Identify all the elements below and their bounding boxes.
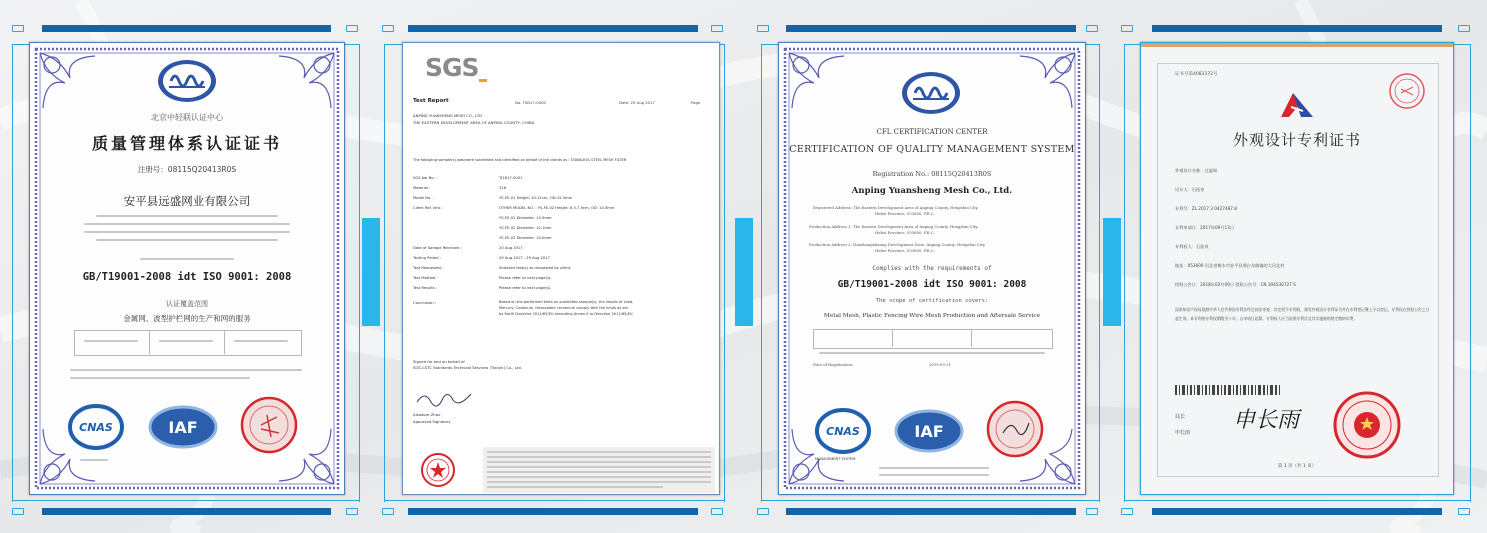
fine-print-footer (483, 447, 715, 493)
registration-number: Registration No.: 08115Q20413R0S (872, 170, 992, 178)
frame-corner (1121, 508, 1133, 515)
red-seal-icon (239, 395, 299, 455)
address-line: Production Address 2: Nanzhangzhuang Development Zone, Anping County, Hengshui City, (809, 242, 986, 247)
report-field-label: Client Ref. Info. : (413, 206, 444, 210)
report-field-value: 316 (499, 186, 507, 190)
patent-detail-row: 专利号：ZL 2017 3 0427487.8 (1175, 206, 1237, 211)
frame-corner (1086, 508, 1098, 515)
report-field-label: Testing Period : (413, 256, 442, 260)
frame-guide (761, 500, 1100, 501)
signed-on-behalf: Signed for and on behalf of (413, 359, 465, 364)
text-line (879, 474, 989, 476)
top-edge (1141, 43, 1453, 47)
issuer-name: CFL CERTIFICATION CENTER (876, 128, 988, 136)
page-footer: 第 1 页（共 1 页） (1277, 464, 1317, 469)
frame-bar-bottom-2 (408, 508, 698, 515)
design-patent-certificate (1140, 42, 1454, 495)
address-line: Hebei Province, 053600, P.R.C. (875, 211, 935, 216)
frame-bar-top-4 (1152, 25, 1442, 32)
certificate-title: 外观设计专利证书 (1232, 131, 1361, 149)
report-field-row (413, 256, 713, 264)
date-table-cell (74, 330, 150, 354)
conclusion-line: Based on the performed tests on submitted sample(s), the results of Lead, (499, 300, 634, 304)
cnas-logo-text: CNAS (826, 425, 860, 438)
text-line (84, 231, 290, 233)
frame-corner (1458, 25, 1470, 32)
frame-corner (711, 508, 723, 515)
iso-standard: GB/T19001-2008 idt ISO 9001: 2008 (82, 271, 292, 283)
frame-guide (384, 500, 725, 501)
scope-label: 认证覆盖范围 (166, 300, 208, 308)
cnas-caption: MANAGEMENT SYSTEM (815, 457, 856, 461)
frame-guide (384, 44, 385, 502)
frame-corner (1086, 25, 1098, 32)
report-field-row (413, 196, 713, 204)
signed-company: SGS-CSTC Standards Technical Services (Tianjin) Co., Ltd. (413, 365, 522, 370)
text-line (159, 340, 213, 342)
registration-date-label: Date of Registration: (813, 362, 854, 367)
date-table-cell (813, 329, 893, 347)
report-field-label: Test Results : (413, 286, 438, 290)
iaf-logo-text: IAF (168, 418, 198, 437)
sipo-logo-icon (1273, 87, 1321, 121)
report-page: Page (691, 100, 701, 105)
certificate-quality-management-english (778, 42, 1086, 495)
frame-guide (724, 44, 725, 502)
frame-corner (382, 508, 394, 515)
report-field-label: Test Requested : (413, 266, 444, 270)
report-field-label: Test Method : (413, 276, 438, 280)
text-line (70, 369, 302, 371)
report-date: Date: 29 Aug 2017 (619, 100, 655, 105)
signature: 申长雨 (1233, 408, 1300, 433)
cnas-logo-icon (813, 405, 873, 457)
signatory-title: Approved Signatory (413, 419, 451, 424)
report-field-value: Please refer to next page(s). (499, 276, 552, 280)
report-field-row (413, 246, 713, 254)
report-field-value: YS-FE-01 Diameter: 15.5mm (499, 216, 552, 220)
frame-guide (1470, 44, 1471, 502)
scope-label: The scope of certification covers: (875, 298, 989, 304)
patent-detail-row: 专利申请日：2017年09月13日 (1175, 225, 1235, 230)
report-field-label: Material : (413, 186, 431, 190)
signatory-name: Alsadore Zhou (413, 412, 441, 417)
patent-body-text: 国家知识产权局依照中华人民共和国专利法经过初步审查，决定授予专利权，颁发外观设计专利证书并在专利登记簿上予以登记。专利权自授权公告之日起生效。本专利的专利权期限为十年，自申请日起算。专利权人应当依照专利法及其实施细则规定缴纳年费。 (1175, 307, 1430, 321)
frame-guide (761, 44, 762, 502)
connector-tab (1103, 218, 1121, 326)
text-line (84, 340, 138, 342)
signature-image (415, 388, 475, 410)
frame-bar-top-1 (42, 25, 331, 32)
report-field-row (413, 176, 713, 184)
report-field-label: SGS Job No. : (413, 176, 438, 180)
date-table-cell (149, 330, 225, 354)
text-line (80, 459, 108, 461)
report-field-row (413, 206, 713, 214)
certificate-number: 证书号第4083372号 (1175, 72, 1218, 77)
barcode-strip (1175, 385, 1285, 395)
address-line: Registered Address: The Eastern Development Area of Anping County, Hengshui City, (813, 205, 979, 210)
address-line: Hebei Province, 053600, P.R.C. (875, 248, 935, 253)
frame-guide (1124, 500, 1471, 501)
frame-corner (346, 25, 358, 32)
report-heading: Test Report (413, 98, 449, 104)
red-seal-icon (985, 399, 1045, 459)
frame-bar-bottom-1 (42, 508, 331, 515)
text-line (819, 352, 1045, 354)
text-line (140, 258, 234, 260)
frame-guide (12, 500, 360, 501)
frame-bar-top-3 (786, 25, 1076, 32)
report-field-row (413, 266, 713, 274)
report-number: No. TSN17-0000 (515, 100, 546, 105)
certificate-title: 质量管理体系认证证书 (91, 134, 282, 153)
report-field-label: Model No. : (413, 196, 434, 200)
sgs-test-report (402, 42, 720, 495)
national-emblem-seal-icon (1331, 389, 1403, 461)
frame-guide (1124, 44, 1125, 502)
patent-detail-row: 设计人：石拓泉 (1175, 187, 1205, 192)
conclusion-label: Conclusion : (413, 300, 437, 305)
report-field-row (413, 276, 713, 284)
address-line: Production Address 1: The Eastern Development Area of Anping County, Hengshui City, (809, 224, 979, 229)
frame-corner (1458, 508, 1470, 515)
frame-corner (711, 25, 723, 32)
frame-corner (757, 25, 769, 32)
frame-corner (12, 25, 24, 32)
patent-detail-row: 地址：053600 河北省衡水市安平县邢台东路镇的大河北村 (1175, 263, 1285, 268)
text-line (96, 239, 278, 241)
red-seal-icon (1387, 71, 1427, 111)
report-field-row (413, 186, 713, 194)
company-name: Anping Yuansheng Mesh Co., Ltd. (851, 186, 1013, 196)
sample-intro: The following sample(s) was/were submitted and identified on behalf of the clients as : STAINLESS STEEL MESH FILTER (413, 158, 627, 162)
report-field-value: YS-FE-03 Diameter: 10.0mm (499, 236, 552, 240)
cqc-logo-icon (155, 57, 219, 105)
conclusion-line: Mercury, Cadmium, Hexavalent chromium comply with the limits as set (499, 306, 628, 310)
text-line (70, 377, 250, 379)
text-line (234, 340, 288, 342)
frame-corner (12, 508, 24, 515)
text-line (84, 223, 290, 225)
frame-corner (346, 508, 358, 515)
signer-name: 申长雨 (1175, 430, 1191, 436)
expiry-date: 2019-03-21 (929, 362, 951, 367)
frame-corner (382, 25, 394, 32)
frame-bar-top-2 (408, 25, 698, 32)
frame-bar-bottom-4 (1152, 508, 1442, 515)
cnas-logo-icon (66, 401, 126, 453)
sgs-logo: SGS (425, 53, 479, 82)
report-field-label: Date of Sample Received : (413, 246, 462, 250)
iso-standard: GB/T19001-2008 idt ISO 9001: 2008 (837, 279, 1027, 290)
certificate-title: CERTIFICATION OF QUALITY MANAGEMENT SYSTEM (789, 144, 1075, 155)
cqc-logo-icon (899, 69, 963, 117)
patent-detail-row: 外观设计名称：过滤网 (1175, 168, 1217, 173)
text-line (879, 467, 989, 469)
frame-guide (359, 44, 360, 502)
patent-detail-row: 专利权人：石拓泉 (1175, 244, 1209, 249)
text-line (96, 215, 278, 217)
client-name: ANPING YUANSHENG MESH CO., LTD (413, 113, 483, 118)
issuer-name: 北京中轻联认证中心 (151, 113, 223, 122)
complies-with: Complies with the requirements of (872, 265, 992, 272)
report-field-value: 20 Aug 2017 - 29 Aug 2017 (499, 256, 550, 260)
registration-number: 注册号：08115Q20413R0S (137, 165, 237, 174)
iaf-logo-icon (893, 407, 965, 455)
iaf-logo-text: IAF (914, 422, 944, 441)
sgs-red-stamp-icon (419, 451, 457, 489)
report-field-value: YS-FE-02 Diameter: 10.1mm (499, 226, 552, 230)
conclusion-line: by RoHS Directive 2011/65/EU amending Annex II to Directive 2011/65/EU. (499, 312, 634, 316)
patent-detail-row: 授权公告日：2018年02月09日 授权公告号：CN 304530727 S (1175, 282, 1296, 287)
report-field-value: TJ1617-0001 (499, 176, 523, 180)
frame-corner (757, 508, 769, 515)
company-name: 安平县远盛网业有限公司 (123, 194, 251, 208)
report-field-row (413, 236, 713, 244)
report-field-value: 20 Aug 2017 (499, 246, 523, 250)
report-field-value: OTHER MODEL NO. : YS-FE-02 Height: 6.3-7.9cm, OD: 10.5mm (499, 206, 615, 210)
report-field-value: Selected test(s) as requested by client. (499, 266, 572, 270)
sgs-logo-accent (479, 79, 487, 82)
client-address: THE EASTERN DEVELOPMENT AREA OF ANPING COUNTY, CHINA (413, 120, 535, 125)
report-field-value: Please refer to next page(s). (499, 286, 552, 290)
iaf-logo-icon (147, 403, 219, 451)
date-table-cell (892, 329, 972, 347)
connector-tab (362, 218, 380, 326)
certificate-iso9001-chinese (29, 42, 345, 495)
frame-bar-bottom-3 (786, 508, 1076, 515)
frame-corner (1121, 25, 1133, 32)
cnas-logo-text: CNAS (79, 421, 113, 434)
scope-text: 金属网、波型护栏网的生产和网的服务 (123, 314, 251, 323)
address-line: Hebei Province, 053600, P.R.C. (875, 230, 935, 235)
report-field-row (413, 216, 713, 224)
report-field-value: YS-FE-01 Height: 10-11cm, OD:15.5mm (499, 196, 573, 200)
report-field-row (413, 226, 713, 234)
report-field-row (413, 286, 713, 294)
frame-guide (12, 44, 13, 502)
frame-guide (1099, 44, 1100, 502)
scope-text: Metal Mesh, Plastic Fencing Wire Mesh Production and Aftersale Service (823, 313, 1041, 319)
connector-tab (735, 218, 753, 326)
signer-label: 局长 (1175, 414, 1186, 420)
